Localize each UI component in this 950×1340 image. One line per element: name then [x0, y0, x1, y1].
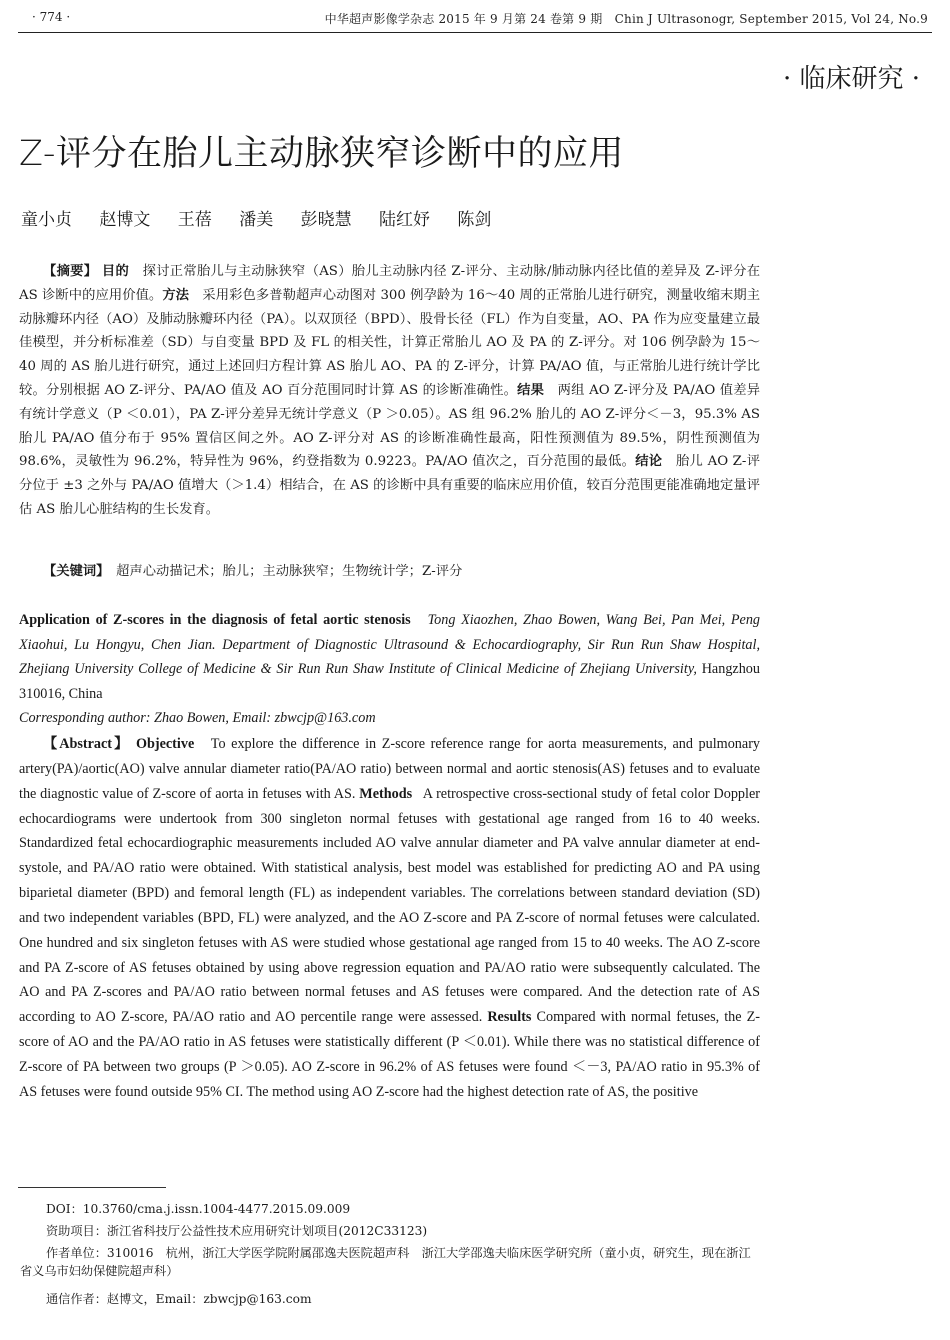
keywords [19, 560, 760, 584]
results-label: 结果 [517, 382, 545, 398]
funding-footnote: 资助项目：浙江省科技厅公益性技术应用研究计划项目(2012C33123) [46, 1224, 428, 1238]
page-number: · 774 · [32, 10, 71, 24]
journal-header: 中华超声影像学杂志 2015 年 9 月第 24 卷第 9 期 Chin J Ultrasonogr, September 2015, Vol 24, No.9 [324, 12, 928, 26]
english-city: Hangzhou 310016, China [19, 661, 760, 702]
en-methods-label: Methods [359, 785, 413, 802]
doi-footnote: DOI：10.3760/cma.j.issn.1004-4477.2015.09.009 [46, 1202, 351, 1216]
en-results-text: Compared with normal fetuses, the Z-score of AO and the PA/AO ratio in AS fetuses were statistically different (P ＜0.01). While there was no statistical difference of Z-score of PA between two groups (P ＞0.05). AO Z-score in 96.2% of AS fetuses were found ＜－3, PA/AO ratio in 95.3% of AS fetuses were found outside 95% CI. The method using AO Z-score had the highest detection rate of AS, the positive [19, 1009, 760, 1100]
corresponding-author: Corresponding author: Zhao Bowen, Email: zbwcjp@163.com [19, 710, 376, 727]
objective-text: 探讨正常胎儿与主动脉狭窄（AS）胎儿主动脉内径 Z-评分、主动脉/肺动脉内径比值的差异及 Z-评分在 AS 诊断中的应用价值。 [19, 264, 761, 303]
header-rule [18, 32, 932, 33]
english-abstract [19, 732, 760, 1105]
english-authors-affiliation: Tong Xiaozhen, Zhao Bowen, Wang Bei, Pan Mei, Peng Xiaohui, Lu Hongyu, Chen Jian. Department of Diagnostic Ultrasound & Echocardiography, Sir Run Run Shaw Hospital, Zhejiang University College of Medicine & Sir Run Run Shaw Institute of Clinical Medicine of Zhejiang University, [19, 612, 761, 678]
conclusion-label: 结论 [635, 454, 663, 470]
abstract-label: 【摘要】 [43, 264, 98, 279]
conclusion-text: 胎儿 AO Z-评分位于 ±3 之外与 PA/AO 值增大（＞1.4）相结合，在 AS 的诊断中具有重要的临床应用价值，较百分范围更能准确地定量评估 AS 胎儿心脏结构的生长发育。 [19, 454, 761, 517]
keywords-text: 超声心动描记术；胎儿；主动脉狭窄；生物统计学；Z-评分 [116, 564, 463, 579]
objective-label: 目的 [101, 264, 130, 279]
en-results-label: Results [487, 1009, 532, 1026]
english-title: Application of Z-scores in the diagnosis of fetal aortic stenosis [19, 612, 411, 628]
english-title-block [19, 608, 760, 731]
chinese-abstract [19, 260, 760, 522]
correspondence-footnote: 通信作者：赵博文，Email：zbwcjp@163.com [46, 1292, 312, 1306]
methods-text: 采用彩色多普勒超声心动图对 300 例孕龄为 16～40 周的正常胎儿进行研究，测量收缩末期主动脉瓣环内径（AO）及肺动脉瓣环内径（PA）。以双顶径（BPD）、股骨长径（FL）作为自变量，AO、PA 作为应变量建立最佳模型，并分析标准差（SD）与自变量 BPD 及 FL 的相关性，计算正常胎儿 AO 及 PA 的 Z-评分。对 106 例孕龄为 15～40 周的 AS 胎儿进行研究，通过上述回归方程计算 AS 胎儿 AO、PA 的 Z-评分，计算 PA/AO 值，与正常胎儿进行统计学比较。分别根据 AO Z-评分、PA/AO 值及 AO 百分范围同时计算 AS 的诊断准确性。 [19, 287, 761, 398]
en-methods-text: A retrospective cross-sectional study of fetal color Doppler echocardiograms were undertook from 300 singleton normal fetuses with gestational age ranged from 16 to 40 weeks. Standardized fetal echocardiographic measurements included AO valve annular diameter and PA valve annular diameter at end-systole, and PA/AO ratio were obtained. With statistical analysis, best model was established for predicting AO and PA using biparietal diameter (BPD) and femoral length (FL) as independent variables. The correlations between standard deviation (SD) and two independent variables (BPD, FL) were analyzed, and the AO Z-score and PA Z-score of normal fetuses were calculated. One hundred and six singleton fetuses with AS were studied whose gestational age ranged from 15 to 40 weeks. The AO Z-score and PA Z-score of AS fetuses obtained by using above regression equation and PA/AO ratio were subsequently calculated. The AO and PA Z-scores and PA/AO ratio between normal fetuses and AS fetuses were compared. And the detection rate of AS according to AO Z-score, PA/AO ratio and AO percentile range were assessed. [19, 785, 760, 1026]
en-objective-text: To explore the difference in Z-score reference range for aorta measurements, and pulmonary artery(PA)/aortic(AO) valve annular diameter ratio(PA/AO ratio) between normal and aortic stenosis(AS) fetuses and to evaluate the diagnostic value of Z-score of aorta in fetuses with AS. [19, 736, 761, 802]
author-list: 童小贞 赵博文 王蓓 潘美 彭晓慧 陆红妤 陈剑 [21, 210, 492, 230]
section-label: · 临床研究 · [782, 64, 920, 94]
affiliation-footnote: 作者单位：310016 杭州，浙江大学医学院附属邵逸夫医院超声科 浙江大学邵逸夫临床医学研究所（童小贞，研究生，现在浙江省义乌市妇幼保健院超声科） [20, 1246, 751, 1278]
results-text: 两组 AO Z-评分及 PA/AO 值差异有统计学意义（P ＜0.01），PA Z-评分差异无统计学意义（P ＞0.05）。AS 组 96.2% 胎儿的 AO Z-评分＜－3，95.3% AS 胎儿 PA/AO 值分布于 95% 置信区间之外。AO Z-评分对 AS 的诊断准确性最高，阳性预测值为 89.5%，阴性预测值为 98.6%，灵敏性为 96.2%，特异性为 96%，约登指数为 0.9223。PA/AO 值次之，百分范围的最低。 [19, 382, 760, 470]
footnote-rule [18, 1187, 166, 1188]
en-objective-label: Objective [135, 736, 195, 752]
methods-label: 方法 [162, 287, 190, 303]
en-abstract-label: 【Abstract】 [43, 736, 131, 752]
article-title: Z-评分在胎儿主动脉狭窄诊断中的应用 [19, 134, 624, 174]
keywords-label: 【关键词】 [43, 564, 103, 579]
